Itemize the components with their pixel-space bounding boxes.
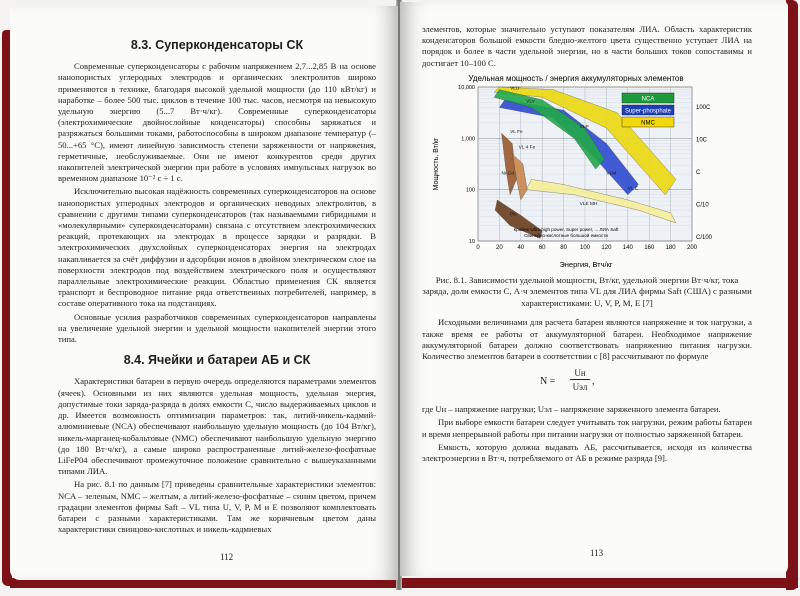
y-tick-label: 10,000 [458,84,475,91]
x-tick-label: 160 [644,244,655,251]
legend-label: NCA [641,96,655,103]
x-tick-label: 180 [665,244,676,251]
left-page [10,6,398,580]
point-label: VLU [510,86,520,92]
right-tick-label: C [696,169,701,176]
formula [422,366,752,398]
page-number: 112 [220,552,234,562]
point-label: VLV [526,99,535,105]
formula-denominator: Uэл [572,382,588,393]
right-tick-label: 100C [696,104,711,111]
y-axis-label: Мощность, Вт/кг [433,137,440,191]
x-tick-label: 0 [476,244,480,251]
x-tick-label: 200 [686,244,698,251]
right-tick-label: C/10 [696,202,709,209]
chart-legend [622,93,674,127]
right-tick-label: C/100 [696,234,713,241]
point-label: Pb [510,212,516,218]
paragraph: Емкость, которую должна выдавать АБ, рассчитывается, исходя из количества электроэнергии в Вт·ч, потребляемого от АБ в режиме разряда [9]. [422,441,752,463]
point-label: VLM [606,171,617,177]
page-number: 113 [590,548,604,558]
section-title: 8.4. Ячейки и батареи АБ и СК [123,353,311,368]
x-tick-label: 100 [579,244,591,251]
figure-caption: Рис. 8.1. Зависимости удельной мощности, Вт/кг, удельной энергии Вт·ч/кг, тока заряда, доли емкости С, А·ч элементов типа VL для ЛИА фирмы Saft (США) с разными характеристиками: U, V, P, M, E [7] [422,274,752,308]
x-tick-label: 120 [601,244,612,251]
figure-chart [426,71,736,271]
right-tick-label: 10C [696,137,708,144]
power-energy-chart [426,71,736,271]
left-page-text [58,34,376,537]
chart-bottom-note: Свинцово-кислотные большой емкости [524,232,608,238]
section-title: 8.3. Суперконденсаторы СК [130,38,304,52]
paragraph: На рис. 8.1 по данным [7] приведены сравнительные характеристики элементов: NCA – зеленым, NMC – желтым, а литий-железо-фосфатные – синим цветом, причем градации элементов фирмы Saft – VL типа U, V, P, M и E позволяют комплектовать батареи с разными характеристиками. Там же коричневым цветом даны характеристики свинцово-кислотных и никель-кадмиевых [58,479,376,535]
point-label: VL E [627,186,639,192]
x-tick-label: 80 [560,244,567,251]
paragraph: При выборе емкости батареи следует учитывать ток нагрузки, режим работы батареи и время непрерывной работы при питании нагрузки от полностью заряженной батареи. [422,417,752,439]
formula-lhs: N = [540,376,556,388]
point-label: Ni-Cd [501,171,514,177]
chart-legend-note: Крайне Ultra high power, Super power, ... ЛИА Saft [513,226,619,232]
right-page [400,2,788,576]
formula-tail: , [592,376,595,388]
x-tick-label: 20 [496,244,503,251]
point-label: VLE MH [579,201,598,207]
formula-numerator: Uн [570,368,590,380]
paragraph: где Uн – напряжение нагрузки; Uэл – напряжение заряженного элемента батареи. [422,404,721,415]
x-tick-label: 40 [517,244,525,251]
legend-label: Super-phosphate [624,108,672,115]
point-label: VLP [579,124,589,130]
paragraph: Основные усилия разработчиков современных суперконденсаторов направлены на увеличение удельной энергии и удельной мощности накопителей энергии этого типа. [58,311,376,345]
paragraph: элементов, которые значительно уступают показателям ЛИА. Область характеристик конденсаторов большой емкости бледно-желтого цвета существенно уступает ЛИА на порядок и более в части удельной энергии, но в части больших токов сопоставимы и достигает 10–100 С. [422,24,752,68]
point-label: VL 4 Fe [518,145,536,151]
x-axis-label: Энергия, Втч/кг [559,259,613,269]
chart-title: Удельная мощность / энергия аккумуляторных элементов [468,73,684,83]
paragraph: Современные суперконденсаторы с рабочим напряжением 2,7...2,85 В на основе нанопористых углеродных электродов и органических электролитов широко применяются в технике, благодаря высокой удельной мощности (до 110 кВт/кг) и наработке – более 500 тыс. циклов в течение 100 тыс. часов, несмотря на невысокую удельную энергию (5...7 Вт·ч/кг). Современные суперконденсаторы (электрохимические двойнослойные конденсаторы) способны заряжаться и разряжаться большими токами, работоспособны в широком диапазоне температур (–50...+65 °C), имеют линейную зависимость степени заряженности от напряжения, герметичные, необслуживаемые. Они не имеют конкурентов среди других накопителей электрической энергии при работе в условиях импульсных нагрузок во временном диапазоне 10⁻² с ÷ 1 с. [58,61,376,184]
paragraph: Исключительно высокая надёжность современных суперконденсаторов на основе нанопористых углеродных электродов и органических неводных электролитов, в сравнении с другими типами суперконденсаторов (так называемыми гибридными и «молекулярными» суперконденсаторами) связана с отсутствием электрохимических реакций, протекающих на электродах в процессе зарядки и разрядки. В электрохимических двухслойных суперконденсаторах энергия на электродах накапливается за счёт диффузии и адсорбции ионов в двойном электрическом слое на поверхности электродов под воздействием электрического поля и осуществляют параллельные электрохимические реакции. Областью применения СК является транспорт и беспроводное питание ряда ответственных потребителей, например, в составе оперативного тока на подстанциях. [58,186,376,309]
right-page-text [422,24,752,466]
x-tick-label: 140 [622,244,633,251]
x-tick-label: 60 [538,244,546,251]
y-tick-label: 100 [465,187,475,194]
y-tick-label: 10 [468,238,475,245]
paragraph: Исходными величинами для расчета батареи являются напряжение и ток нагрузки, а также время ее работы от аккумуляторной батареи. Необходимое напряжение аккумуляторной батареи должно соответствовать напряжению питания нагрузки. Количество элементов батареи в соответствии с [8] рассчитывают по формуле [422,317,752,361]
legend-label: NMC [641,120,655,127]
paragraph: Характеристики батареи в первую очередь определяются параметрами элементов (ячеек). Основными из них являются удельная мощность, удельная энергия, допустимые токи заряда-разряда в долях емкости С, число выдерживаемых циклов и др. Имеется возможность оптимизации параметров: так, литий-никель-кадмий-алюминиевые (NCA) обеспечивают наибольшую удельную мощность (до 104 Вт/кг), никель-марганец-кобальтовые (NMC) обеспечивают наибольшую удельную энергию (до 180 Вт·ч/кг), а самые широко распространенные литий-железо-фосфатные LiFeP04 обеспечивают промежуточное положение сравнительно с вышеуказанными типами ЛИА. [58,376,376,477]
y-tick-label: 1,000 [461,136,475,143]
point-label: VL Fe [510,130,523,136]
